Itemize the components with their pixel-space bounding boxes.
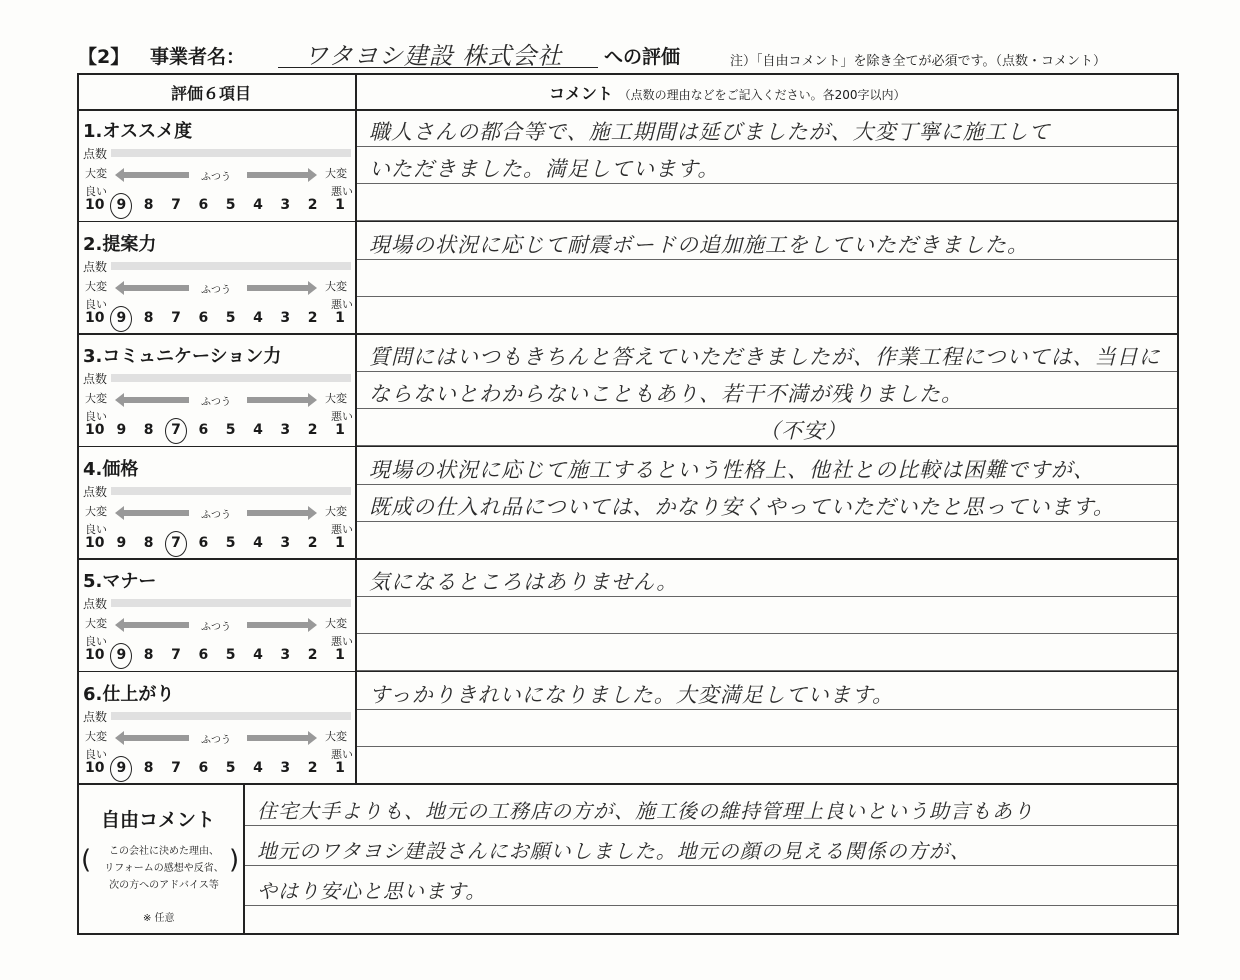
hint-paren-left: ( [81, 845, 92, 875]
score-option-7[interactable]: 7 [171, 309, 181, 326]
score-option-2[interactable]: 2 [307, 534, 318, 551]
comment-line[interactable]: 既成の仕入れ品については、かなり安くやっていただいたと思っています。 [369, 494, 1115, 519]
score-scale [81, 708, 353, 780]
free-comment-title: 自由コメント [101, 809, 216, 831]
score-option-7[interactable]: 7 [167, 535, 185, 551]
ruled-line [357, 183, 1177, 184]
ruled-line [357, 484, 1177, 485]
item-title: 4.価格 [83, 458, 139, 480]
ruled-line [357, 259, 1177, 260]
score-option-2[interactable]: 2 [307, 647, 318, 663]
scale-left-top: 大変 [85, 729, 107, 743]
score-option-7[interactable]: 7 [171, 759, 181, 776]
score-option-10[interactable]: 10 [85, 759, 105, 776]
ruled-line [357, 746, 1177, 747]
score-option-10[interactable]: 10 [85, 534, 105, 551]
company-name-field[interactable]: ワタヨシ建設 株式会社 [278, 36, 598, 68]
arrow-right-icon [247, 510, 309, 516]
ruled-line [357, 146, 1177, 147]
score-option-9[interactable]: 9 [116, 534, 127, 551]
score-option-1[interactable]: 1 [335, 197, 345, 213]
scale-middle: ふつう [201, 397, 231, 408]
score-option-7[interactable]: 7 [171, 197, 181, 213]
score-option-3[interactable]: 3 [280, 422, 291, 438]
score-option-5[interactable]: 5 [225, 422, 236, 438]
scale-left-top: 大変 [85, 617, 107, 630]
score-option-3[interactable]: 3 [280, 759, 291, 776]
score-scale [81, 483, 353, 555]
score-option-4[interactable]: 4 [253, 534, 263, 551]
score-option-10[interactable]: 10 [85, 422, 105, 438]
scale-right-bottom: 悪い [331, 185, 353, 198]
scale-left-bottom: 良い [85, 747, 107, 761]
comment-header-label: コメント [549, 84, 614, 103]
score-option-1[interactable]: 1 [335, 647, 345, 663]
score-option-1[interactable]: 1 [335, 309, 345, 326]
score-shade [111, 599, 351, 607]
scale-right-top: 大変 [325, 279, 347, 293]
score-option-7[interactable]: 7 [171, 647, 181, 663]
score-option-6[interactable]: 6 [198, 309, 209, 326]
arrow-left-icon [123, 510, 189, 516]
score-shade [111, 487, 351, 495]
arrow-right-icon [247, 397, 309, 403]
score-option-2[interactable]: 2 [307, 759, 318, 776]
score-option-3[interactable]: 3 [280, 534, 291, 551]
free-ruled-line [245, 865, 1177, 866]
section-number: 【2】 [78, 46, 130, 68]
score-scale [81, 595, 353, 667]
ruled-line [357, 596, 1177, 597]
comment-line[interactable]: 現場の状況に応じて耐震ボードの追加施工をしていただきました。 [369, 232, 1029, 257]
scale-left-bottom: 良い [85, 522, 107, 536]
scale-right-bottom: 悪い [331, 635, 353, 648]
score-option-7[interactable]: 7 [167, 422, 185, 438]
score-label: 点数 [83, 597, 108, 611]
score-option-1[interactable]: 1 [335, 422, 345, 438]
item-title: 1.オススメ度 [83, 121, 193, 142]
col-header-comment [549, 81, 906, 104]
ruled-line [357, 633, 1177, 634]
score-shade [111, 374, 351, 382]
free-comment-section [79, 785, 1177, 935]
score-option-2[interactable]: 2 [307, 422, 318, 438]
comment-line[interactable]: （不安） [759, 419, 847, 443]
evaluation-row [79, 559, 1177, 672]
score-option-9[interactable]: 9 [112, 197, 130, 213]
scale-right-bottom: 悪い [331, 522, 353, 536]
ruled-line [357, 408, 1177, 409]
score-option-5[interactable]: 5 [225, 197, 236, 213]
scale-left-top: 大変 [85, 167, 107, 180]
scale-left-bottom: 良い [85, 185, 107, 198]
score-option-1[interactable]: 1 [335, 759, 345, 776]
scale-left-top: 大変 [85, 392, 107, 405]
score-option-4[interactable]: 4 [253, 422, 263, 438]
evaluation-table [77, 73, 1179, 935]
free-ruled-line [245, 905, 1177, 906]
free-comment-line[interactable]: やはり安心と思います。 [257, 879, 487, 903]
ruled-line [357, 371, 1177, 372]
company-label: 事業者名： [150, 46, 246, 68]
evaluation-row [79, 109, 1177, 222]
scale-right-bottom: 悪い [331, 410, 353, 423]
scale-middle: ふつう [201, 172, 231, 183]
score-option-4[interactable]: 4 [253, 759, 263, 776]
score-option-8[interactable]: 8 [143, 534, 154, 551]
score-scale [81, 145, 353, 217]
score-shade [111, 712, 351, 720]
score-option-5[interactable]: 5 [225, 309, 236, 326]
item-title: 3.コミュニケーション力 [83, 346, 282, 367]
free-comment-line[interactable]: 地元のワタヨシ建設さんにお願いしました。地元の顔の見える関係の方が、 [257, 839, 971, 863]
evaluation-row [79, 447, 1177, 560]
form-header [78, 36, 1178, 76]
score-option-4[interactable]: 4 [253, 197, 263, 213]
scale-left-top: 大変 [85, 504, 107, 518]
scale-right-top: 大変 [325, 167, 347, 180]
evaluation-suffix: への評価 [604, 46, 681, 68]
comment-line[interactable]: 現場の状況に応じて施工するという性格上、他社との比較は困難ですが、 [369, 457, 1095, 482]
scale-right-top: 大変 [325, 729, 347, 743]
score-option-8[interactable]: 8 [143, 647, 154, 663]
scale-left-top: 大変 [85, 279, 107, 293]
scale-right-top: 大変 [325, 392, 347, 405]
hint-line: 次の方へのアドバイス等 [109, 880, 219, 891]
score-shade [111, 149, 351, 157]
ruled-line [357, 296, 1177, 297]
comment-header-note: （点数の理由などをご記入ください。各200字以内） [618, 88, 906, 102]
scale-right-top: 大変 [325, 617, 347, 630]
scale-middle: ふつう [201, 734, 231, 746]
score-label: 点数 [83, 259, 108, 274]
score-option-8[interactable]: 8 [143, 422, 154, 438]
comment-line[interactable]: 職人さんの都合等で、施工期間は延びましたが、大変丁寧に施工して [369, 120, 1051, 144]
scale-middle: ふつう [201, 509, 231, 521]
ruled-line [357, 521, 1177, 522]
score-options [85, 760, 349, 776]
score-options [85, 422, 349, 438]
score-label: 点数 [83, 709, 108, 724]
score-option-3[interactable]: 3 [280, 309, 291, 326]
score-option-6[interactable]: 6 [198, 647, 209, 663]
hint-line: この会社に決めた理由、 [109, 846, 219, 857]
scale-left-bottom: 良い [85, 635, 107, 648]
scale-middle: ふつう [201, 622, 231, 633]
free-comment-hint [89, 843, 239, 894]
item-title: 6.仕上がり [83, 683, 175, 705]
score-option-2[interactable]: 2 [307, 309, 318, 326]
score-label: 点数 [83, 147, 108, 161]
score-options [85, 197, 349, 213]
free-ruled-line [245, 825, 1177, 826]
scale-right-top: 大変 [325, 504, 347, 518]
scale-left-bottom: 良い [85, 297, 107, 311]
score-option-5[interactable]: 5 [225, 647, 236, 663]
score-option-6[interactable]: 6 [198, 759, 209, 776]
required-note: 注）「自由コメント」を除き全てが必須です。（点数・コメント） [730, 54, 1106, 69]
score-option-8[interactable]: 8 [143, 759, 154, 776]
score-option-9[interactable]: 9 [112, 647, 130, 663]
score-option-2[interactable]: 2 [307, 197, 318, 213]
ruled-line [357, 709, 1177, 710]
score-option-9[interactable]: 9 [116, 422, 127, 438]
evaluation-row [79, 334, 1177, 447]
comment-line[interactable]: 質問にはいつもきちんと答えていただきましたが、作業工程については、当日に [369, 345, 1161, 369]
comment-line[interactable]: ならないとわからないこともあり、若干不満が残りました。 [369, 382, 963, 406]
score-option-8[interactable]: 8 [143, 197, 154, 213]
score-option-4[interactable]: 4 [253, 647, 263, 663]
free-comment-line[interactable]: 住宅大手よりも、地元の工務店の方が、施工後の維持管理上良いという助言もあり [257, 799, 1034, 823]
score-option-5[interactable]: 5 [225, 534, 236, 551]
hint-paren-right: ) [229, 845, 240, 875]
score-option-10[interactable]: 10 [85, 309, 105, 326]
score-option-6[interactable]: 6 [198, 197, 209, 213]
comment-line[interactable]: いただきました。満足しています。 [369, 157, 720, 181]
arrow-right-icon [247, 285, 309, 291]
score-shade [111, 262, 351, 270]
score-option-9[interactable]: 9 [112, 310, 130, 326]
item-title: 5.マナー [83, 571, 157, 592]
item-title: 2.提案力 [83, 233, 157, 255]
evaluation-row [79, 222, 1177, 335]
arrow-right-icon [247, 172, 309, 178]
score-option-10[interactable]: 10 [85, 197, 105, 213]
score-option-6[interactable]: 6 [198, 422, 209, 438]
comment-line[interactable]: すっかりきれいになりました。大変満足しています。 [369, 682, 895, 707]
arrow-left-icon [123, 622, 189, 628]
score-option-6[interactable]: 6 [198, 534, 209, 551]
scale-right-bottom: 悪い [331, 297, 353, 311]
score-option-4[interactable]: 4 [253, 309, 263, 326]
score-scale [81, 258, 353, 330]
scale-right-bottom: 悪い [331, 747, 353, 761]
score-option-9[interactable]: 9 [112, 760, 130, 776]
score-label: 点数 [83, 484, 108, 499]
score-option-8[interactable]: 8 [143, 309, 154, 326]
arrow-left-icon [123, 397, 189, 403]
score-option-5[interactable]: 5 [225, 759, 236, 776]
score-option-1[interactable]: 1 [335, 534, 345, 551]
comment-line[interactable]: 気になるところはありません。 [369, 570, 679, 594]
optional-note: ※ 任意 [143, 913, 175, 924]
score-options [85, 310, 349, 326]
evaluation-row [79, 672, 1177, 785]
score-scale [81, 370, 353, 442]
arrow-left-icon [123, 172, 189, 178]
arrow-left-icon [123, 735, 189, 741]
score-option-3[interactable]: 3 [280, 197, 291, 213]
score-options [85, 535, 349, 551]
arrow-left-icon [123, 285, 189, 291]
arrow-right-icon [247, 735, 309, 741]
score-label: 点数 [83, 372, 108, 386]
score-option-3[interactable]: 3 [280, 647, 291, 663]
score-options [85, 647, 349, 663]
hint-line: リフォームの感想や反省、 [104, 863, 224, 874]
scale-left-bottom: 良い [85, 410, 107, 423]
col-header-items: 評価６項目 [171, 84, 252, 103]
scale-middle: ふつう [201, 284, 231, 296]
score-option-10[interactable]: 10 [85, 647, 105, 663]
arrow-right-icon [247, 622, 309, 628]
